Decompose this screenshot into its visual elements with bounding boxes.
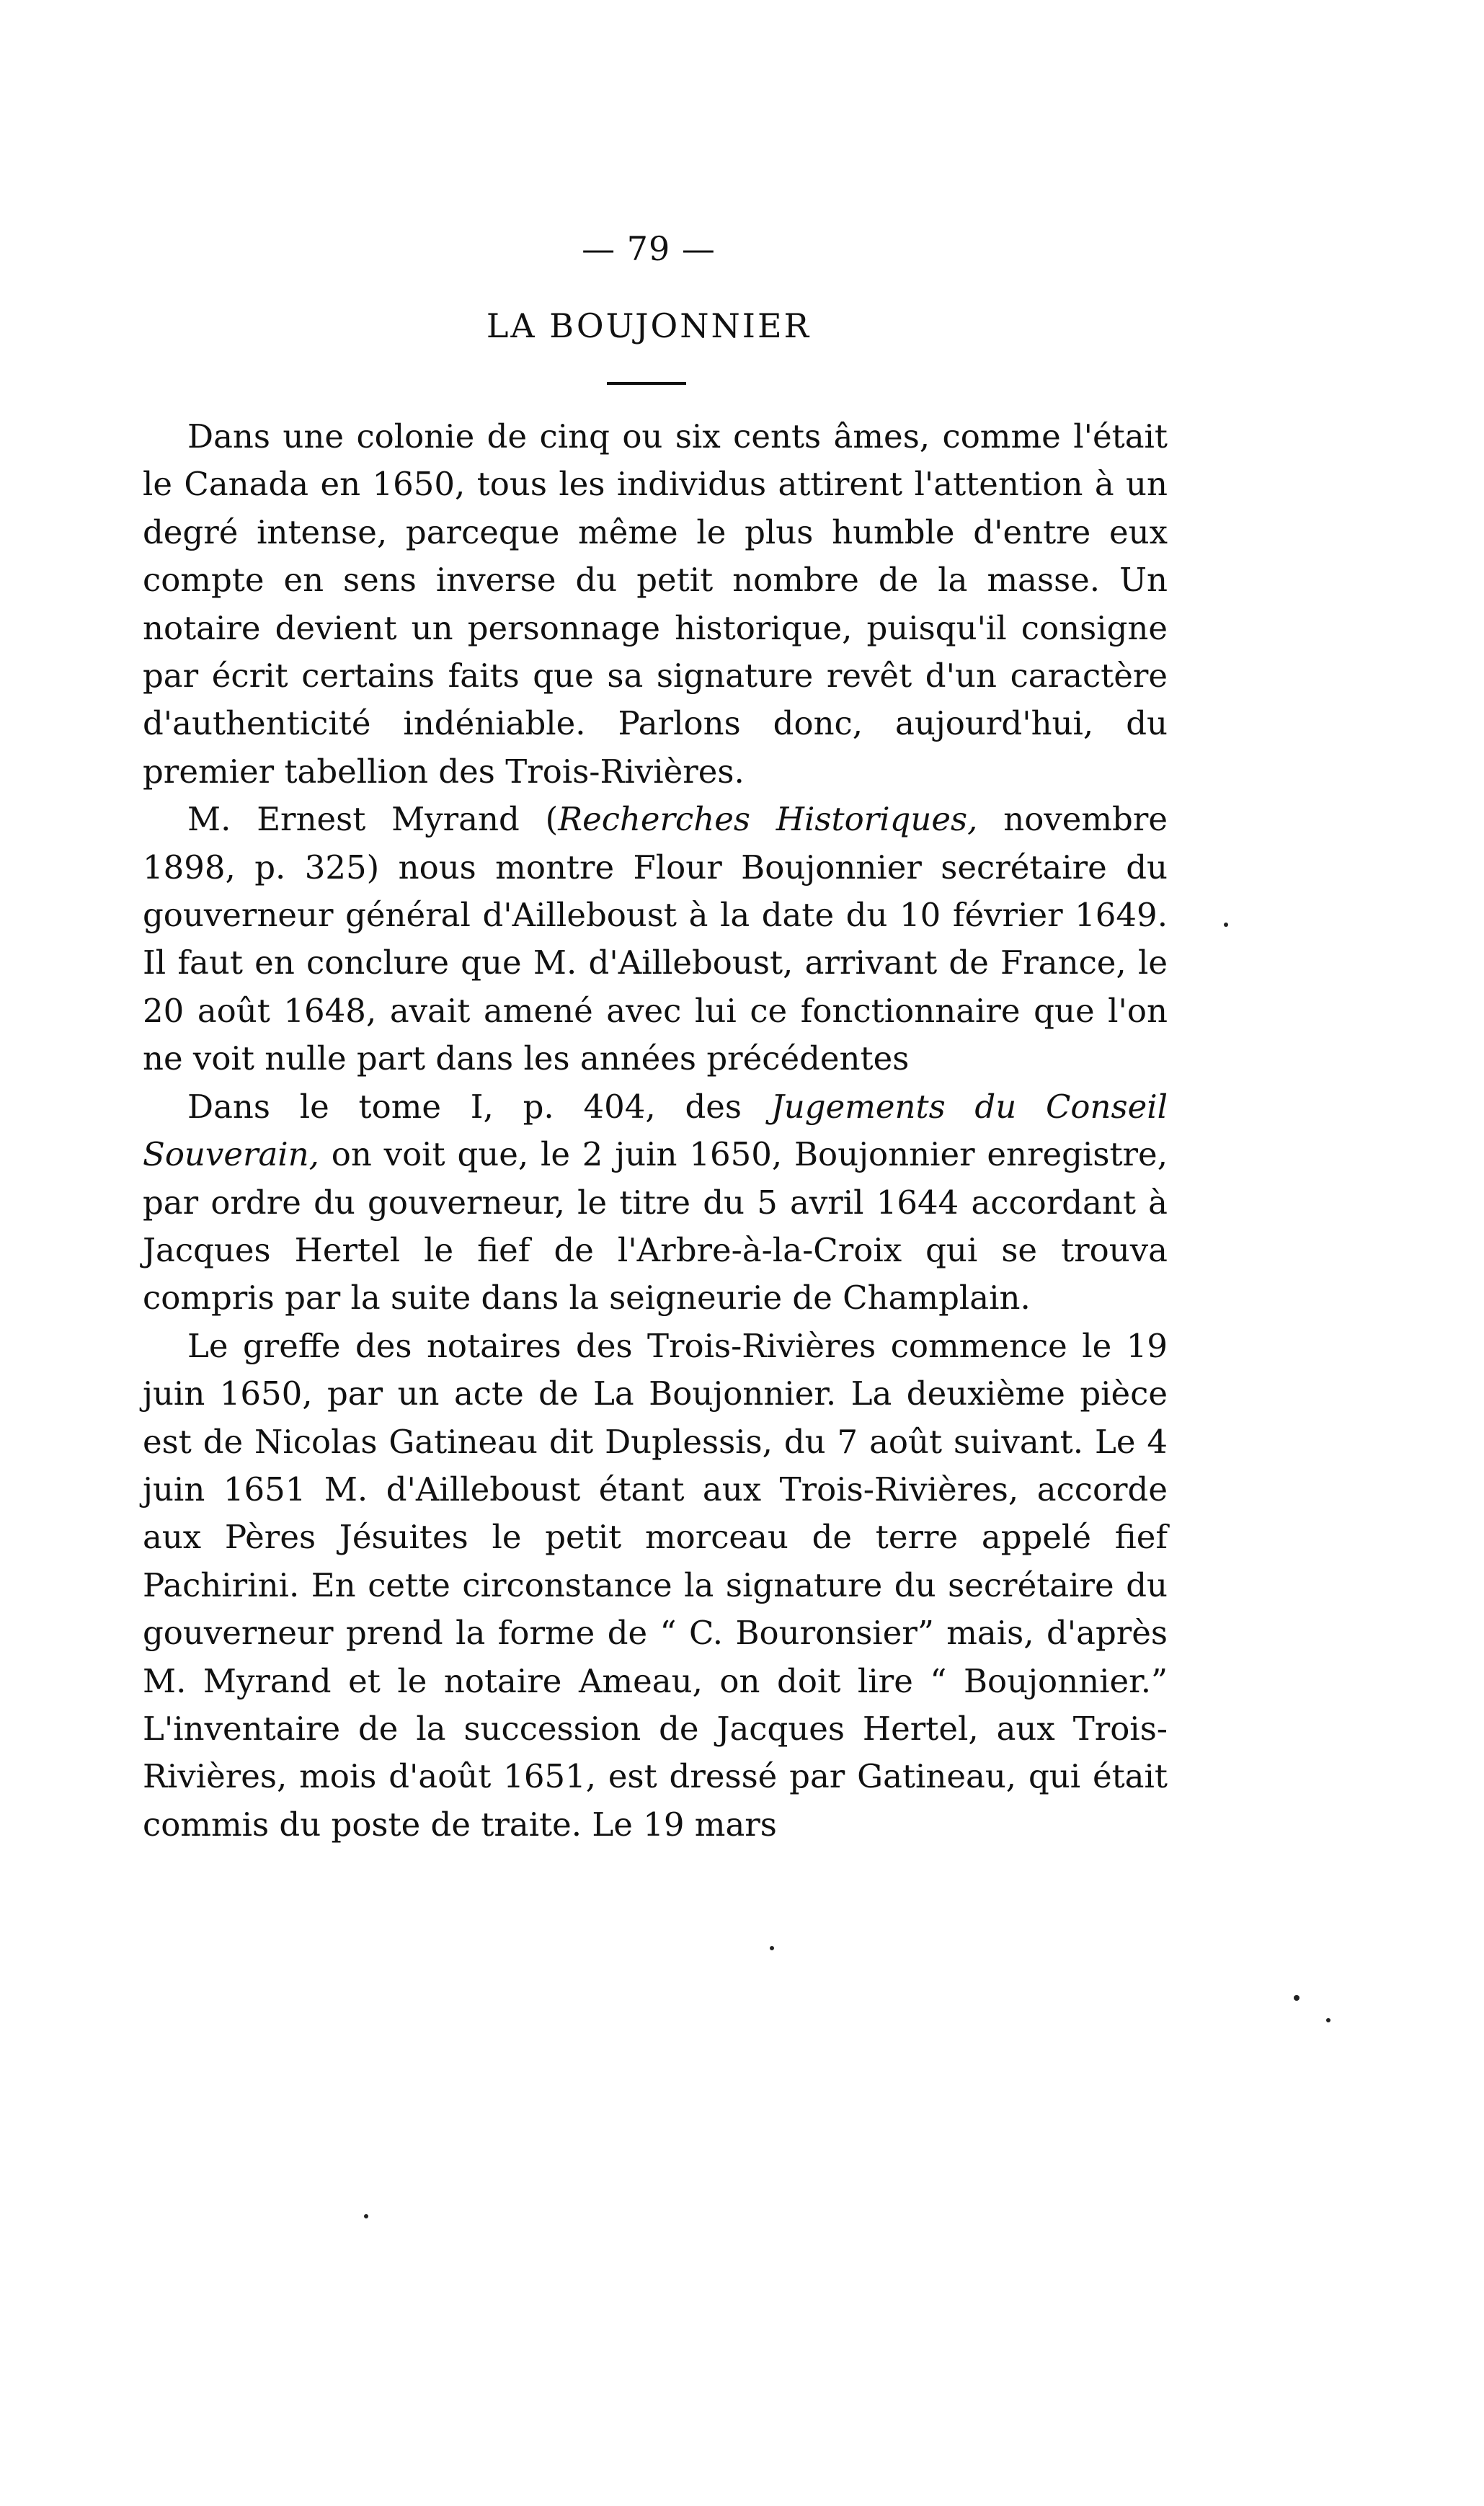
paragraph-2-rest: novembre 1898, p. 325) nous montre Flour Boujonnier secrétaire du gouverneur général d'Ailleboust à la date du 10 février 1649. Il faut en conclure que M. d'Ailleboust, arrivant de France, le 20 août 1648, avait amené avec lui ce fonctionnaire que l'on ne voit nulle part dans les années précédentes [143,800,1168,1078]
chapter-title: LA BOUJONNIER [486,306,812,345]
paragraph-2-italic-title: Recherches Historiques, [558,800,978,839]
paragraph-1: Dans une colonie de cinq ou six cents âmes, comme l'était le Canada en 1650, tous les individus attirent l'attention à un degré intense, parceque même le plus humble d'entre eux compte en sens inverse du petit nombre de la masse. Un notaire devient un personnage historique, puisqu'il consigne par écrit certains faits que sa signature revêt d'un caractère d'authenticité indéniable. Parlons donc, aujourd'hui, du premier tabellion des Trois-Rivières. [143,417,1168,791]
scan-speck [770,1946,774,1950]
paragraph-4: Le greffe des notaires des Trois-Rivières commence le 19 juin 1650, par un acte de La Boujonnier. La deuxième pièce est de Nicolas Gatineau dit Duplessis, du 7 août suivant. Le 4 juin 1651 M. d'Ailleboust étant aux Trois-Rivières, accorde aux Pères Jésuites le petit morceau de terre appelé fief Pachirini. En cette circonstance la signature du secrétaire du gouverneur prend la forme de “ C. Bouronsier” mais, d'après M. Myrand et le notaire Ameau, on doit lire “ Boujonnier.” L'inventaire de la succession de Jacques Hertel, aux Trois-Rivières, mois d'août 1651, est dressé par Gatineau, qui était commis du poste de traite. Le 19 mars [143,1326,1168,1844]
scan-speck [1326,2018,1330,2022]
scan-speck [1224,923,1228,927]
paragraph-3 [143,1083,1168,1323]
title-rule [607,382,686,385]
paragraph-3-italic-title: Jugements du Conseil Souverain, [143,1087,1168,1174]
body-text [143,413,1168,1849]
paragraph-2 [143,796,1168,1083]
paragraph-3-rest: on voit que, le 2 juin 1650, Boujonnier enregistre, par ordre du gouverneur, le titre du 5 avril 1644 accordant à Jacques Hertel le fief de l'Arbre-à-la-Croix qui se trouva compris par la suite dans la seigneurie de Champlain. [143,1135,1168,1318]
scan-speck [364,2214,368,2218]
paragraph-3-lead: Dans le tome I, p. 404, des [187,1087,771,1126]
scan-speck [1294,1995,1299,2001]
paragraph-2-lead: M. Ernest Myrand ( [187,800,559,839]
page-number: — 79 — [582,229,716,268]
